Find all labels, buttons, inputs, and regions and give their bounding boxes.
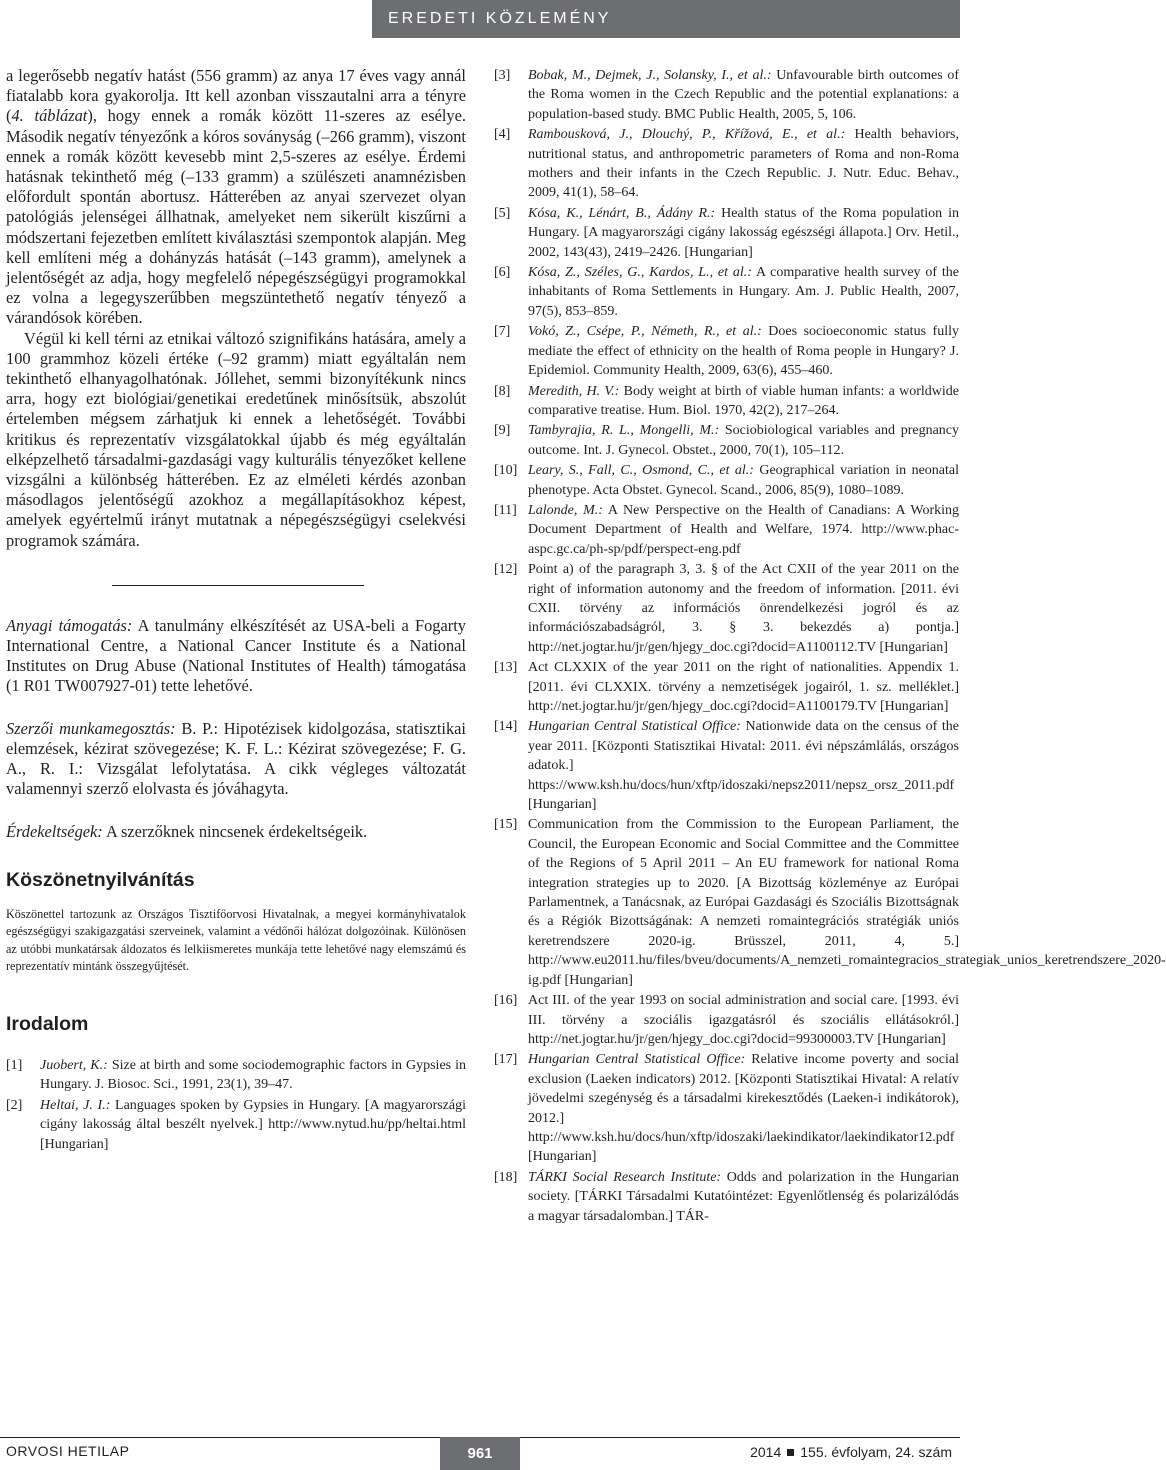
reference-item <box>6 1056 466 1095</box>
reference-text: Communication from the Commission to the European Parliament, the Council, the European Economic and Social Committee and the Committee of the Regions of 5 April 2011 – An EU framework for national Roma integration strategies up to 2020. [A Bizottság közleménye az Európai Parlamentnek, a Tanácsnak, az Európai Gazdasági és Szociális Bizottságnak és a Régiók Bizottságának: A nemzeti romaintegrációs stratégiák uniós keretrendszere 2020-ig. Brüsszel, 2011, 4, 5.] http://www.eu2011.hu/files/bveu/documents/A_nemzeti_romaintegracios_strategiak_unios_keretrendszere_2020-ig.pdf [Hungarian] <box>528 817 1166 988</box>
reference-number: [16] <box>494 993 518 1009</box>
reference-item <box>494 658 959 716</box>
reference-number: [4] <box>494 127 511 143</box>
separator-square-icon <box>787 1449 794 1456</box>
conflict-label: Érdekeltségek: <box>6 821 103 841</box>
reference-item <box>494 815 1166 990</box>
section-divider <box>112 585 364 586</box>
section-label: EREDETI KÖZLEMÉNY <box>388 10 612 27</box>
reference-author: Juobert, K.: <box>40 1058 108 1074</box>
reference-text: Relative income poverty and social exclusion (Laeken indicators) 2012. [Központi Statisztikai Hivatal: A relatív jövedelmi szegénység és a társadalmi kirekesztődés (Laeken-i indikátorok), 2012.] http://www.ksh.hu/docs/hun/xftp/idoszaki/laekindikator/laekindikator12.pdf [Hungarian] <box>528 1052 959 1165</box>
reference-author: Heltai, J. I.: <box>40 1097 111 1113</box>
reference-number: [18] <box>494 1169 518 1185</box>
reference-text: Odds and polarization in the Hungarian society. [TÁRKI Társadalmi Kutatóintézet: Egyenlőtlenség és polarizálódás a magyar társadalomban.] TÁR- <box>528 1169 959 1224</box>
authorship-label: Szerzői munkamegosztás: <box>6 718 176 738</box>
authorship-text: B. P.: Hipotézisek kidolgozása, statisztikai elemzések, kézirat szövegezése; K. F. L.: Kézirat szövegezése; F. G. A., R. I.: Vizsgálat lefolytatása. A cikk végleges változatát valamennyi szerző elolvasta és jóváhagyta. <box>6 718 466 799</box>
reference-number: [8] <box>494 383 511 399</box>
reference-number: [1] <box>6 1058 23 1074</box>
issue-info <box>750 1444 952 1460</box>
journal-name: ORVOSI HETILAP <box>6 1443 130 1459</box>
reference-text: Sociobiological variables and pregnancy outcome. Int. J. Gynecol. Obstet., 2000, 70(1), 105–112. <box>528 423 959 458</box>
reference-number: [14] <box>494 719 518 735</box>
reference-number: [9] <box>494 423 511 439</box>
body-paragraph-2: Végül ki kell térni az etnikai változó szignifikáns hatására, amely a 100 grammhoz közeli értéke (–92 gramm) miatt egyáltalán nem tekinthető elhanyagolhatónak. Jóllehet, semmi bizonyítékunk nincs arra, hogy ezt biológiai/genetikai eredetűnek minősítsük, abszolút értelemben mégsem zárhatjuk ki ennek a lehetőségét. További kritikus és reprezentatív vizsgálatokkal újabb és még egyáltalán elképzelhető társadalmi-gazdasági vagy kulturális tényezőket kellene vizsgálni a különbség hátterében. Ez az elméleti kérdés azonban másodlagos jelentőségű azokhoz a megállapításokhoz képest, amelyek egyértelmű irányt mutatnak a népegészségügyi cselekvési programok számára. <box>6 328 466 550</box>
reference-item <box>494 991 959 1049</box>
reference-item <box>494 421 959 460</box>
right-column <box>494 66 1166 1227</box>
funding-note <box>6 616 466 697</box>
reference-text: Unfavourable birth outcomes of the Roma women in the Czech Republic and the potential explanations: a population-based study. BMC Public Health, 2005, 5, 106. <box>528 68 959 122</box>
reference-item <box>494 263 959 321</box>
reference-item <box>494 1168 959 1226</box>
page-footer <box>0 1437 960 1470</box>
reference-author: TÁRKI Social Research Institute: <box>528 1169 722 1185</box>
reference-item <box>494 717 959 814</box>
reference-list-right <box>494 66 1166 1226</box>
reference-item <box>494 501 959 559</box>
table-reference: 4. táblázat <box>11 106 88 126</box>
reference-number: [15] <box>494 817 518 833</box>
left-column <box>6 66 466 1155</box>
reference-author: Meredith, H. V.: <box>528 383 620 399</box>
reference-text: Act CLXXIX of the year 2011 on the right of nationalities. Appendix 1. [2011. évi CLXXIX. törvény a nemzetiségek jogairól, 1. sz. melléklet.] http://net.jogtar.hu/jr/gen/hjegy_doc.cgi?docid=A1100179.TV [Hungarian] <box>528 660 959 714</box>
reference-text: Health status of the Roma population in Hungary. [A magyarországi cigány lakosság egészségi állapota.] Orv. Hetil., 2002, 143(43), 2419–2426. [Hungarian] <box>528 205 960 260</box>
reference-text: Point a) of the paragraph 3, 3. § of the Act CXII of the year 2011 on the right of information autonomy and the freedom of information. [2011. évi CXII. törvény az információs önrendelkezési jogról és az információszabadságról, 3. § 3. bekezdés a) pontja.] http://net.jogtar.hu/jr/gen/hjegy_doc.cgi?docid=A1100112.TV [Hungarian] <box>528 562 959 655</box>
reference-number: [5] <box>494 205 511 221</box>
reference-text: Languages spoken by Gypsies in Hungary. [A magyarországi cigány lakosság által beszélt nyelvek.] http://www.nytud.hu/pp/heltai.html [Hungarian] <box>40 1097 467 1152</box>
reference-item <box>494 461 959 500</box>
acknowledgement-title: Köszönetnyilvánítás <box>6 868 195 891</box>
section-header <box>372 0 960 38</box>
reference-number: [7] <box>494 324 511 340</box>
reference-number: [13] <box>494 660 518 676</box>
reference-text: Size at birth and some sociodemographic factors in Gypsies in Hungary. J. Biosoc. Sci., 1991, 23(1), 39–47. <box>40 1058 467 1093</box>
conflict-text: A szerzőknek nincsenek érdekeltségeik. <box>102 821 368 841</box>
reference-text: Geographical variation in neonatal phenotype. Acta Obstet. Gynecol. Scand., 2006, 85(9), 1080–1089. <box>528 463 959 498</box>
reference-author: Kósa, K., Lénárt, B., Ádány R.: <box>528 205 716 221</box>
reference-text: Health behaviors, nutritional status, and anthropometric parameters of Roma and non-Roma mothers and their infants in the Czech Republic. J. Nutr. Educ. Behav., 2009, 41(1), 58–64. <box>528 127 959 201</box>
references-title: Irodalom <box>6 1013 89 1036</box>
reference-text: Act III. of the year 1993 on social administration and social care. [1993. évi III. törvény a szociális igazgatásról és szociális ellátásokról.] http://net.jogtar.hu/jr/gen/hjegy_doc.cgi?docid=99300003.TV [Hungarian] <box>528 993 959 1047</box>
reference-item <box>494 322 959 380</box>
reference-number: [17] <box>494 1052 518 1068</box>
page-number: 961 <box>440 1437 520 1470</box>
body-text: ), hogy ennek a romák között 11-szeres az esélye. Második negatív tényezőnk a kóros soványság (–266 gramm), viszont ennek a romák között kevesebb mint 2,5-szeres az esélye. Érdemi hatásnak tekinthető még (–133 gramm) a szülészeti anamnézisben előfordult spontán abortusz. Hátterében az anyai szervezet olyan patológiás jelenségei állhatnak, amelyeket nem sikerült kiszűrni a módszertani fejezetben említett kiválasztási szempontok alapján. Meg kell említeni még a dohányzás hatását (–143 gramm), amelynek a jelentőségét az adja, hogy megfelelő népegészségügyi programokkal ez volna a legegyszerűbben megszüntethető negatív tényező a várandósok körében. <box>6 106 466 328</box>
reference-item <box>494 204 959 262</box>
reference-author: Vokó, Z., Csépe, P., Németh, R., et al.: <box>528 324 762 340</box>
body-paragraph-1 <box>6 66 466 329</box>
reference-author: Leary, S., Fall, C., Osmond, C., et al.: <box>528 463 754 479</box>
reference-author: Tambyrajia, R. L., Mongelli, M.: <box>528 423 720 439</box>
issue-volume: 155. évfolyam, 24. szám <box>800 1444 952 1460</box>
reference-author: Bobak, M., Dejmek, J., Solansky, I., et al.: <box>528 68 772 83</box>
reference-text: Nationwide data on the census of the year 2011. [Központi Statisztikai Hivatal: 2011. évi népszámlálás, országos adatok.] https://www.ksh.hu/docs/hun/xftp/idoszaki/nepsz2011/nepsz_orsz_2011.pdf [Hungarian] <box>528 719 959 813</box>
reference-author: Hungarian Central Statistical Office: <box>528 719 741 735</box>
reference-number: [6] <box>494 265 511 281</box>
reference-number: [3] <box>494 68 511 83</box>
reference-item <box>6 1096 466 1154</box>
reference-item <box>494 1050 959 1166</box>
reference-author: Kósa, Z., Széles, G., Kardos, L., et al.: <box>528 265 752 281</box>
reference-item <box>494 66 959 124</box>
reference-list-left <box>6 1056 466 1154</box>
reference-text: A New Perspective on the Health of Canadians: A Working Document Department of Health and Welfare, 1974. http://www.phac-aspc.gc.ca/ph-sp/pdf/perspect-eng.pdf <box>528 502 960 557</box>
issue-year: 2014 <box>750 1444 782 1460</box>
reference-text: A comparative health survey of the inhabitants of Roma Settlements in Hungary. Am. J. Public Health, 2007, 97(5), 853–859. <box>528 265 959 319</box>
reference-author: Lalonde, M.: <box>528 502 603 518</box>
funding-text: A tanulmány elkészítését az USA-beli a Fogarty International Centre, a National Cancer Institute és a National Institutes on Drug Abuse (National Institutes of Health) támogatása (1 R01 TW007927-01) tette lehetővé. <box>6 615 466 696</box>
reference-item <box>494 382 959 421</box>
reference-number: [12] <box>494 562 518 578</box>
reference-author: Hungarian Central Statistical Office: <box>528 1052 746 1068</box>
reference-text: Body weight at birth of viable human infants: a worldwide comparative treatise. Hum. Biol. 1970, 42(2), 217–264. <box>528 383 959 418</box>
reference-text: Does socioeconomic status fully mediate the effect of ethnicity on the health of Roma people in Hungary? J. Epidemiol. Community Health, 2009, 63(6), 455–460. <box>528 324 960 379</box>
acknowledgement-text: Köszönettel tartozunk az Országos Tisztifőorvosi Hivatalnak, a megyei kormányhivatalok egészségügyi szakigazgatási szerveinek, valamint a védőnői hálózat dolgozóinak. Különösen az utóbbi munkatársak áldozatos és lelkiismeretes munkája tette lehetővé nagy elemszámú és reprezentatív mintánk összegyűjtését. <box>6 906 466 974</box>
reference-item <box>494 560 959 657</box>
reference-number: [2] <box>6 1097 23 1113</box>
reference-number: [10] <box>494 463 518 479</box>
conflict-note <box>6 822 466 842</box>
body-text: a legerősebb negatív hatást (556 gramm) az anya 17 éves vagy annál fiatalabb kora gyakorolja. Itt kell azonban visszautalni arra a tényre ( <box>6 66 466 126</box>
reference-number: [11] <box>494 502 517 518</box>
funding-label: Anyagi támogatás: <box>6 615 133 635</box>
authorship-note <box>6 719 466 800</box>
reference-item <box>494 125 959 203</box>
reference-author: Rambousková, J., Dlouchý, P., Křížová, E., et al.: <box>528 127 846 143</box>
